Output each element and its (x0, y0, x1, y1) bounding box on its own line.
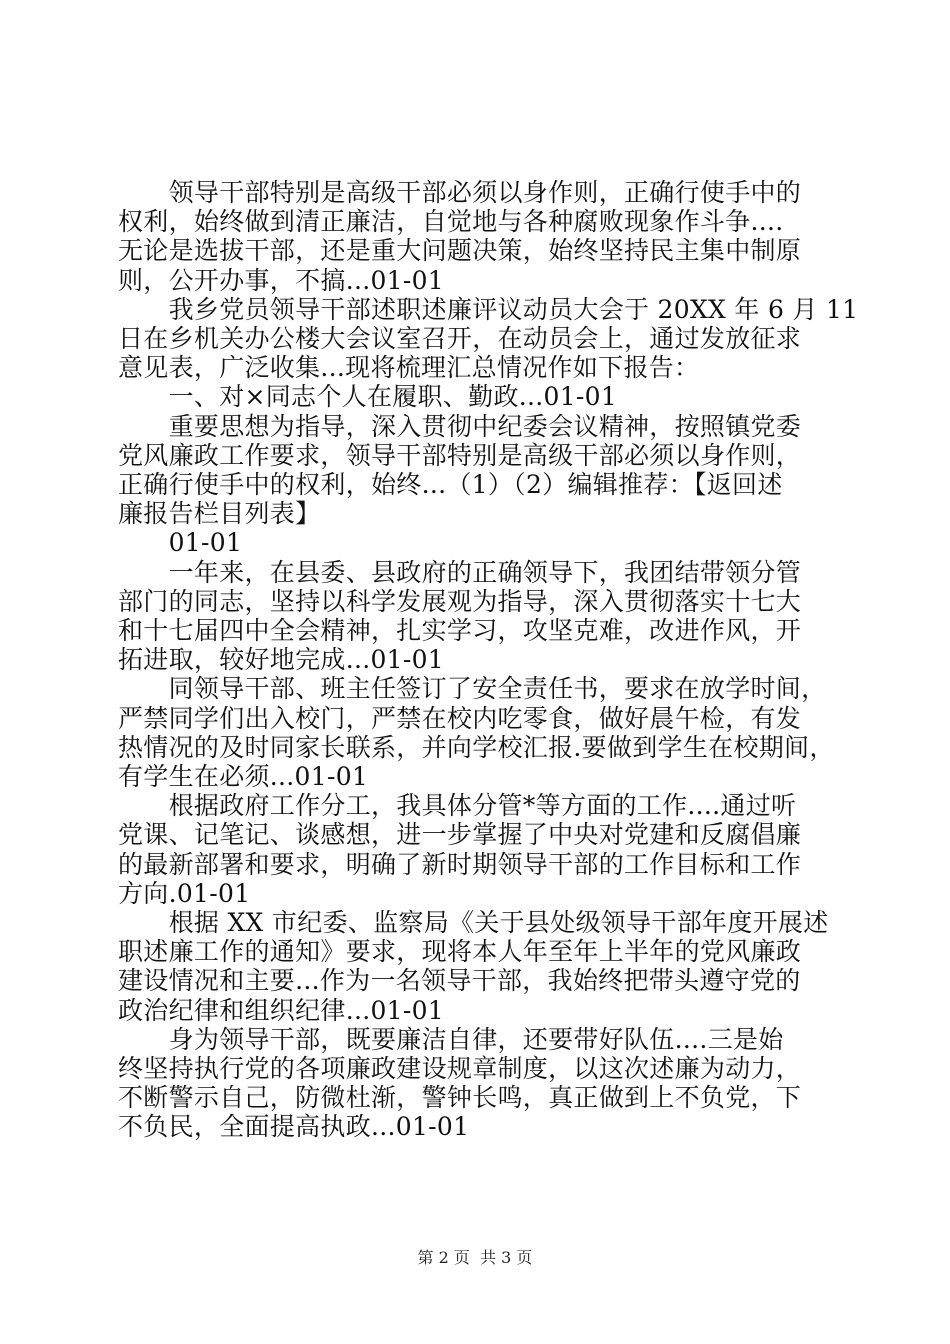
text-line: 根据 XX 市纪委、监察局《关于县处级领导干部年度开展述 (118, 908, 829, 937)
text-line: 党课、记笔记、谈感想，进一步掌握了中央对党建和反腐倡廉 (118, 820, 802, 849)
text-line: 和十七届四中全会精神，扎实学习，攻坚克难，改进作风，开 (118, 616, 802, 645)
text-line: 拓进取，较好地完成...01-01 (118, 645, 445, 674)
text-line: 同领导干部、班主任签订了安全责任书，要求在放学时间， (118, 674, 827, 703)
text-line: 部门的同志，坚持以科学发展观为指导，深入贯彻落实十七大 (118, 587, 802, 616)
text-line: 严禁同学们出入校门，严禁在校内吃零食，做好晨午检，有发 (118, 704, 802, 733)
text-line: 终坚持执行党的各项廉政建设规章制度，以这次述廉为动力， (118, 1054, 802, 1083)
text-line: 意见表，广泛收集...现将梳理汇总情况作如下报告： (118, 353, 700, 382)
text-line: 我乡党员领导干部述职述廉评议动员大会于 20XX 年 6 月 11 (118, 295, 859, 324)
text-line: 权利，始终做到清正廉洁，自觉地与各种腐败现象作斗争.... (118, 207, 784, 236)
text-line: 的最新部署和要求，明确了新时期领导干部的工作目标和工作 (118, 850, 802, 879)
page-footer: 第 2 页 共 3 页 (417, 1248, 533, 1267)
text-line: 一、对×同志个人在履职、勤政...01-01 (118, 382, 618, 411)
text-line: 日在乡机关办公楼大会议室召开，在动员会上，通过发放征求 (118, 324, 802, 353)
text-line: 无论是选拔干部，还是重大问题决策，始终坚持民主集中制原 (118, 236, 802, 265)
text-line: 01-01 (118, 528, 243, 557)
text-line: 领导干部特别是高级干部必须以身作则，正确行使手中的 (118, 178, 802, 207)
text-line: 一年来，在县委、县政府的正确领导下，我团结带领分管 (118, 558, 802, 587)
text-line: 有学生在必须...01-01 (118, 762, 369, 791)
text-line: 方向.01-01 (118, 879, 251, 908)
text-line: 廉报告栏目列表】 (118, 499, 321, 528)
text-line: 党风廉政工作要求，领导干部特别是高级干部必须以身作则， (118, 441, 802, 470)
text-line: 正确行使手中的权利，始终...（1）（2）编辑推荐：【返回述 (118, 470, 783, 499)
text-line: 不负民，全面提高执政...01-01 (118, 1112, 470, 1141)
text-line: 职述廉工作的通知》要求，现将本人年至年上半年的党风廉政 (118, 937, 802, 966)
text-line: 重要思想为指导，深入贯彻中纪委会议精神，按照镇党委 (118, 412, 802, 441)
text-line: 不断警示自己，防微杜渐，警钟长鸣，真正做到上不负党，下 (118, 1083, 802, 1112)
text-line: 政治纪律和组织纪律...01-01 (118, 996, 445, 1025)
text-line: 热情况的及时同家长联系，并向学校汇报.要做到学生在校期间， (118, 733, 835, 762)
text-line: 根据政府工作分工，我具体分管*等方面的工作....通过听 (118, 791, 797, 820)
text-line: 则，公开办事，不搞...01-01 (118, 266, 445, 295)
text-line: 建设情况和主要...作为一名领导干部，我始终把带头遵守党的 (118, 966, 801, 995)
text-line: 身为领导干部，既要廉洁自律，还要带好队伍....三是始 (118, 1025, 784, 1054)
